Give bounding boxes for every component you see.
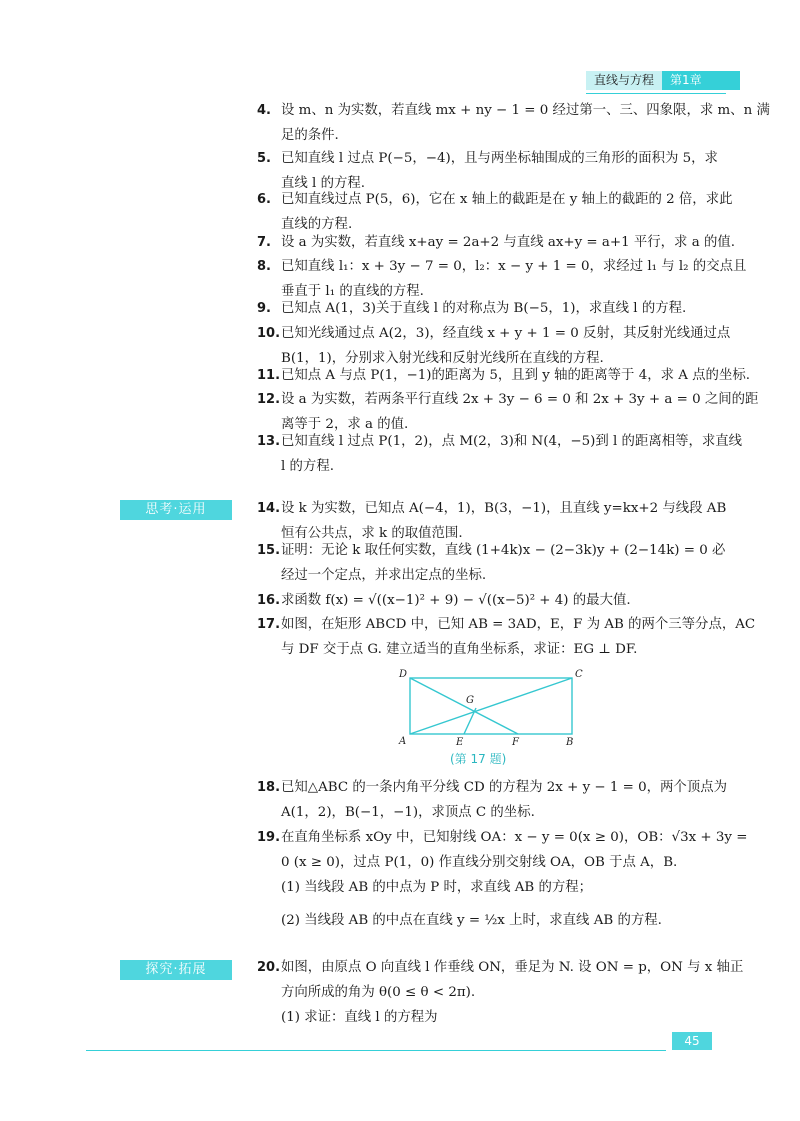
- section-badge-explore-extend: 探究·拓展: [120, 960, 232, 980]
- problem-number: 20.: [257, 960, 281, 975]
- problem-number: 6.: [257, 192, 271, 207]
- problem-text: 如图，在矩形 ABCD 中，已知 AB = 3AD，E，F 为 AB 的两个三等分点，AC: [281, 617, 756, 632]
- problem-text: 设 a 为实数，若直线 x+ay = 2a+2 与直线 ax+y = a+1 平行，求 a 的值.: [281, 235, 735, 250]
- problem-16: [257, 588, 715, 613]
- problem-text: 在直角坐标系 xOy 中，已知射线 OA：x − y = 0(x ≥ 0)，OB：√3x + 3y =: [281, 830, 748, 845]
- problem-text: 足的条件.: [281, 128, 339, 143]
- problem-number: 7.: [257, 235, 271, 250]
- segment-eg: [464, 708, 476, 734]
- problem-text: 恒有公共点，求 k 的取值范围.: [281, 526, 463, 541]
- problem-number: 18.: [257, 780, 281, 795]
- problem-number: 14.: [257, 501, 281, 516]
- problem-text: 设 a 为实数，若两条平行直线 2x + 3y − 6 = 0 和 2x + 3y + a = 0 之间的距: [281, 392, 759, 407]
- problem-7: [257, 230, 735, 255]
- problem-text: 垂直于 l₁ 的直线的方程.: [281, 284, 424, 299]
- problem-9: [257, 296, 715, 321]
- problem-text: 已知直线 l 过点 P(−5，−4)，且与两坐标轴围成的三角形的面积为 5，求: [281, 151, 718, 166]
- problem-17: [257, 612, 756, 662]
- label-g: G: [466, 695, 474, 706]
- problem-number: 8.: [257, 259, 271, 274]
- label-c: C: [575, 669, 583, 680]
- label-e: E: [456, 737, 464, 748]
- problem-number: 10.: [257, 326, 281, 341]
- label-b: B: [566, 737, 574, 748]
- header-rule: [586, 93, 726, 94]
- problem-text: 已知△ABC 的一条内角平分线 CD 的方程为 2x + y − 1 = 0，两个顶点为: [281, 780, 727, 795]
- problem-text: 证明：无论 k 取任何实数，直线 (1+4k)x − (2−3k)y + (2−14k) = 0 必: [281, 543, 726, 558]
- problem-15: [257, 538, 726, 588]
- problem-text: 直线 l 的方程.: [281, 176, 366, 191]
- problem-text: A(1，2)，B(−1，−1)，求顶点 C 的坐标.: [281, 805, 535, 820]
- diagonal-ac: [410, 678, 572, 734]
- problem-text: 已知点 A(1，3)关于直线 l 的对称点为 B(−5，1)，求直线 l 的方程.: [281, 301, 687, 316]
- problem-text: 如图，由原点 O 向直线 l 作垂线 ON，垂足为 N. 设 ON = p，ON 与 x 轴正: [281, 960, 744, 975]
- problem-text: 经过一个定点，并求出定点的坐标.: [281, 568, 487, 583]
- problem-text: 设 k 为实数，已知点 A(−4，1)，B(3，−1)，且直线 y=kx+2 与线段 AB: [281, 501, 727, 516]
- problem-text: 已知直线 l₁：x + 3y − 7 = 0，l₂：x − y + 1 = 0，求经过 l₁ 与 l₂ 的交点且: [281, 259, 747, 274]
- problem-11: [257, 363, 750, 388]
- label-d: D: [399, 669, 408, 680]
- problem-19: [257, 825, 748, 933]
- problem-text: 已知点 A 与点 P(1，−1)的距离为 5，且到 y 轴的距离等于 4，求 A 点的坐标.: [281, 368, 750, 383]
- problem-text: 直线的方程.: [281, 217, 353, 232]
- segment-df: [410, 678, 518, 734]
- section-badge-think-apply: 思考·运用: [120, 500, 232, 520]
- problem-20: [257, 955, 744, 1030]
- problem-text: l 的方程.: [281, 459, 334, 474]
- problem-13: [257, 429, 743, 479]
- problem-text: 设 m、n 为实数，若直线 mx + ny − 1 = 0 经过第一、三、四象限，求 m、n 满: [281, 103, 770, 118]
- problem-number: 16.: [257, 593, 281, 608]
- problem-number: 17.: [257, 617, 281, 632]
- problem-text: B(1，1)，分别求入射光线和反射光线所在直线的方程.: [281, 351, 604, 366]
- problem-number: 4.: [257, 103, 271, 118]
- problem-number: 12.: [257, 392, 281, 407]
- problem-text: 与 DF 交于点 G. 建立适当的直角坐标系，求证：EG ⊥ DF.: [281, 642, 638, 657]
- footer-rule: [86, 1050, 666, 1051]
- problem-text: 已知直线过点 P(5，6)，它在 x 轴上的截距是在 y 轴上的截距的 2 倍，求此: [281, 192, 733, 207]
- header-chapter: 第1章: [662, 71, 740, 90]
- problem-text: 已知直线 l 过点 P(1，2)，点 M(2，3)和 N(4，−5)到 l 的距离相等，求直线: [281, 434, 743, 449]
- problem-subquestion: (2) 当线段 AB 的中点在直线 y = ½x 上时，求直线 AB 的方程.: [281, 913, 662, 928]
- problem-text: 求函数 f(x) = √((x−1)² + 9) − √((x−5)² + 4) 的最大值.: [281, 593, 631, 608]
- problem-number: 9.: [257, 301, 271, 316]
- problem-number: 15.: [257, 543, 281, 558]
- label-f: F: [512, 737, 519, 748]
- problem-subquestion: (1) 当线段 AB 的中点为 P 时，求直线 AB 的方程；: [281, 880, 593, 895]
- problem-text: 0 (x ≥ 0)，过点 P(1，0) 作直线分别交射线 OA，OB 于点 A，B.: [281, 855, 678, 870]
- problem-18: [257, 775, 727, 825]
- page-header: [586, 71, 740, 90]
- figure-caption: (第 17 题): [450, 752, 507, 766]
- problem-text: 方向所成的角为 θ(0 ≤ θ < 2π).: [281, 985, 476, 1000]
- problem-number: 5.: [257, 151, 271, 166]
- problem-text: 已知光线通过点 A(2，3)，经直线 x + y + 1 = 0 反射，其反射光线通过点: [281, 326, 731, 341]
- problem-text: 离等于 2，求 a 的值.: [281, 417, 409, 432]
- problem-number: 13.: [257, 434, 281, 449]
- problem-number: 19.: [257, 830, 281, 845]
- header-title: 直线与方程: [586, 71, 662, 90]
- problem-4: [257, 98, 770, 148]
- problem-number: 11.: [257, 368, 281, 383]
- label-a: A: [399, 736, 407, 747]
- problem-subquestion: (1) 求证：直线 l 的方程为: [281, 1010, 438, 1025]
- page-number: 45: [672, 1032, 712, 1050]
